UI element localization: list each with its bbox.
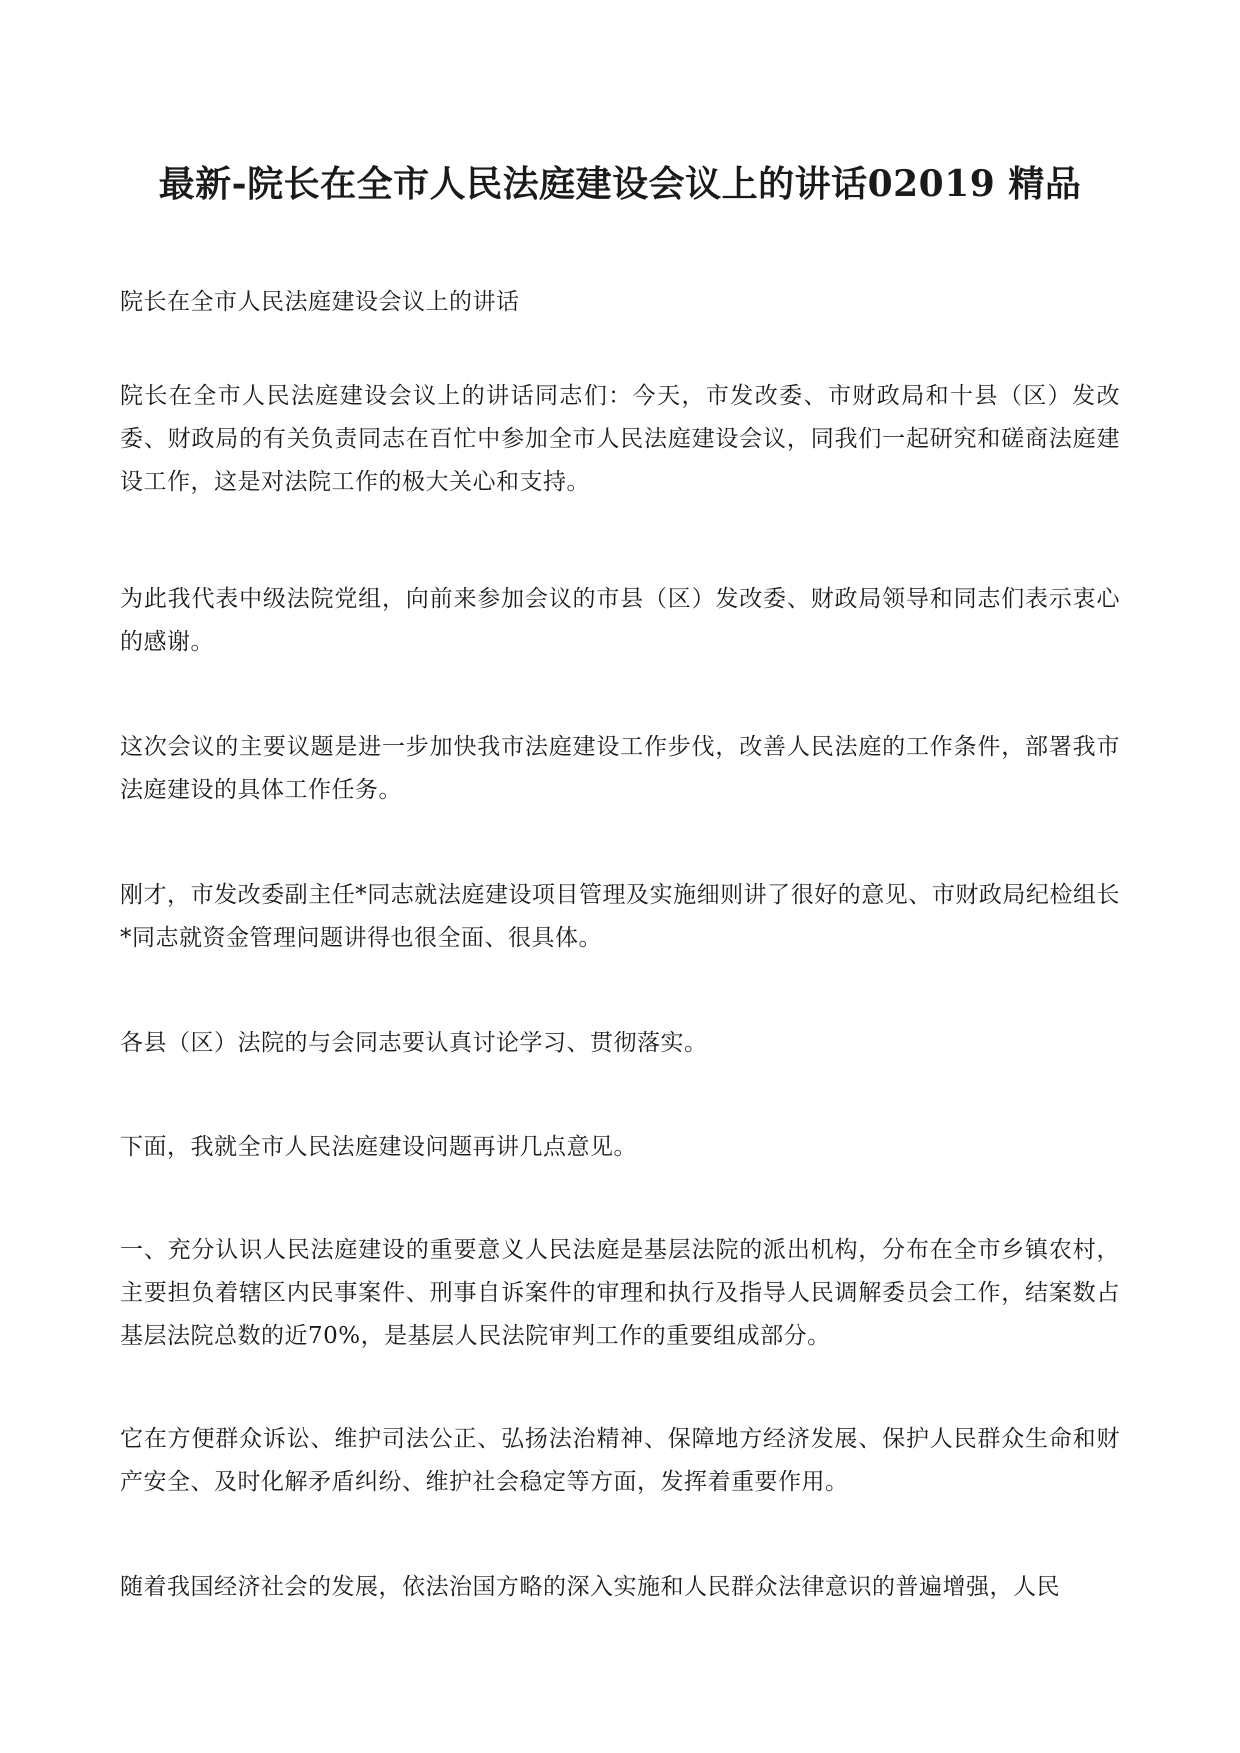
document-title: 最新-院长在全市人民法庭建设会议上的讲话02019 精品 — [158, 163, 1082, 205]
paragraph: 一、充分认识人民法庭建设的重要意义人民法庭是基层法院的派出机构，分布在全市乡镇农村，主要担负着辖区内民事案件、刑事自诉案件的审理和执行及指导人民调解委员会工作，结案数占基层法院总数的近70%，是基层人民法院审判工作的重要组成部分。 — [120, 1237, 1120, 1349]
paragraph: 下面，我就全市人民法庭建设问题再讲几点意见。 — [120, 1134, 637, 1160]
paragraph: 这次会议的主要议题是进一步加快我市法庭建设工作步伐，改善人民法庭的工作条件，部署我市法庭建设的具体工作任务。 — [120, 734, 1120, 803]
paragraph: 院长在全市人民法庭建设会议上的讲话同志们：今天，市发改委、市财政局和十县（区）发改委、财政局的有关负责同志在百忙中参加全市人民法庭建设会议，同我们一起研究和磋商法庭建设工作，这是对法院工作的极大关心和支持。 — [120, 383, 1120, 495]
paragraph: 随着我国经济社会的发展，依法治国方略的深入实施和人民群众法律意识的普遍增强，人民 — [120, 1574, 1060, 1600]
paragraph-subtitle: 院长在全市人民法庭建设会议上的讲话 — [120, 289, 520, 315]
paragraph: 刚才，市发改委副主任*同志就法庭建设项目管理及实施细则讲了很好的意见、市财政局纪检组长*同志就资金管理问题讲得也很全面、很具体。 — [120, 882, 1120, 951]
paragraph: 它在方便群众诉讼、维护司法公正、弘扬法治精神、保障地方经济发展、保护人民群众生命和财产安全、及时化解矛盾纠纷、维护社会稳定等方面，发挥着重要作用。 — [120, 1426, 1120, 1495]
paragraph: 各县（区）法院的与会同志要认真讨论学习、贯彻落实。 — [120, 1030, 708, 1056]
paragraph: 为此我代表中级法院党组，向前来参加会议的市县（区）发改委、财政局领导和同志们表示衷心的感谢。 — [120, 586, 1120, 655]
